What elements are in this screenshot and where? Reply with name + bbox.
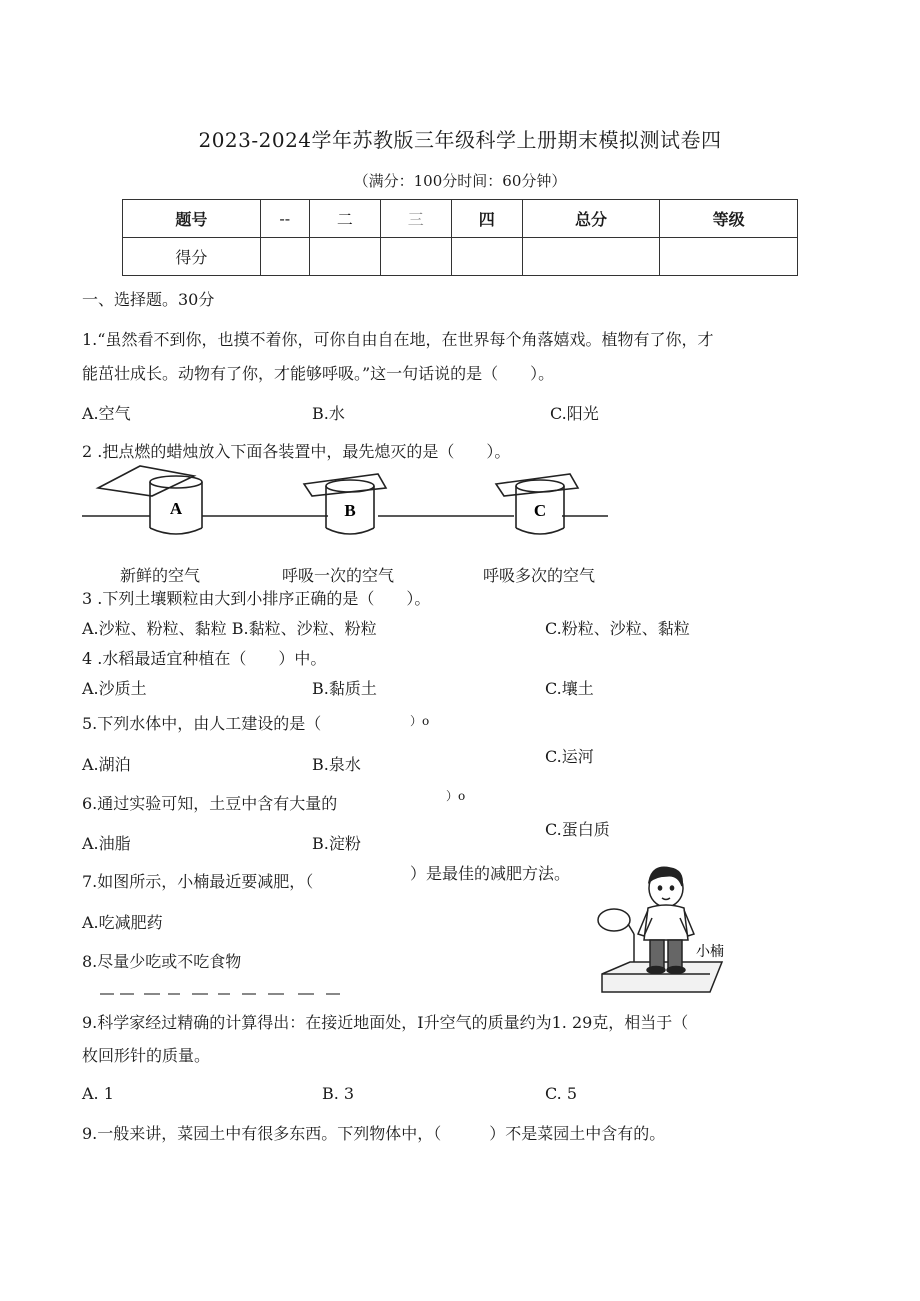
boy-on-scale-illustration [592,864,742,1000]
caption-b: 呼吸一次的空气 [282,566,395,585]
score-cell[interactable] [660,238,798,276]
score-cell[interactable] [451,238,522,276]
table-header-row [123,200,798,238]
option-c: C.壤土 [545,679,594,698]
jar-a-label: A [169,499,183,518]
jar-c-label: C [533,501,547,520]
page-title: 2023-2024学年苏教版三年级科学上册期末模拟测试卷四 [198,128,722,152]
page-subtitle: （满分：100分时间：60分钟） [353,172,567,190]
option-c: C.运河 [545,747,594,766]
question-3: 3 .下列土壤颗粒由大到小排序正确的是（ ）。 [82,589,431,608]
table-header-cell: 总分 [522,200,660,238]
table-header-cell: 三 [380,200,451,238]
option-b: B.淀粉 [312,834,361,853]
score-cell[interactable] [522,238,660,276]
score-cell[interactable] [260,238,309,276]
question-4: 4 .水稻最适宜种植在（ ）中。 [82,649,327,668]
figure-label: 小楠 [696,944,724,960]
question-6-end: ）o [446,789,466,803]
table-header-cell: 四 [451,200,522,238]
cut-off-text-fragment [100,990,360,998]
jar-a-icon [98,466,202,534]
option-b: B. 3 [322,1084,355,1103]
table-header-cell: 题号 [123,200,261,238]
option-c: C.粉粒、沙粒、黏粒 [545,619,690,638]
candle-jars-figure [82,462,622,554]
question-6: 6.通过实验可知，土豆中含有大量的 [82,794,338,813]
option-ab: A.沙粒、粉粒、黏粒 B.黏粒、沙粒、粉粒 [82,619,377,638]
question-9a-line1: 9.科学家经过精确的计算得出：在接近地面处，I升空气的质量约为1. 29克，相当于（ [82,1013,689,1032]
table-header-cell: 二 [309,200,380,238]
option-a: A.空气 [82,404,131,423]
table-header-cell: 等级 [660,200,798,238]
question-5: 5.下列水体中，由人工建设的是（ [82,714,322,733]
option-a: A.油脂 [82,834,131,853]
jar-b-label: B [344,501,356,520]
score-table [122,199,798,276]
question-1-line1: 1.“虽然看不到你，也摸不着你，可你自由自在地，在世界每个角落嬉戏。植物有了你，才 [82,330,714,349]
option-a: A.沙质土 [82,679,147,698]
table-header-cell: -- [260,200,309,238]
option-a: A.湖泊 [82,755,131,774]
option-b: B.黏质土 [312,679,377,698]
table-row-label: 得分 [123,238,261,276]
question-2: 2 .把点燃的蜡烛放入下面各装置中，最先熄灭的是（ ）。 [82,442,511,461]
option-b: 8.尽量少吃或不吃食物 [82,952,242,971]
option-a: A. 1 [82,1084,114,1103]
score-cell[interactable] [309,238,380,276]
score-cell[interactable] [380,238,451,276]
caption-c: 呼吸多次的空气 [483,566,596,585]
option-c: C.阳光 [550,404,599,423]
option-a: A.吃减肥药 [82,913,163,932]
section-heading: 一、选择题。30分 [82,290,215,309]
question-7-end: ）是最佳的减肥方法。 [410,864,571,883]
question-5-end: ）o [410,714,430,728]
table-row [123,238,798,276]
option-c: C. 5 [545,1084,578,1103]
option-b: B.水 [312,404,345,423]
question-9a-line2: 枚回形针的质量。 [82,1046,211,1065]
option-b: B.泉水 [312,755,361,774]
option-c: C.蛋白质 [545,820,610,839]
question-1-line2: 能茁壮成长。动物有了你，才能够呼吸。”这一句话说的是（ ）。 [82,364,555,383]
caption-a: 新鲜的空气 [120,566,201,585]
question-9b: 9.一般来讲，菜园土中有很多东西。下列物体中，（ ）不是菜园土中含有的。 [82,1124,666,1143]
question-7: 7.如图所示，小楠最近要减肥，（ [82,872,314,891]
